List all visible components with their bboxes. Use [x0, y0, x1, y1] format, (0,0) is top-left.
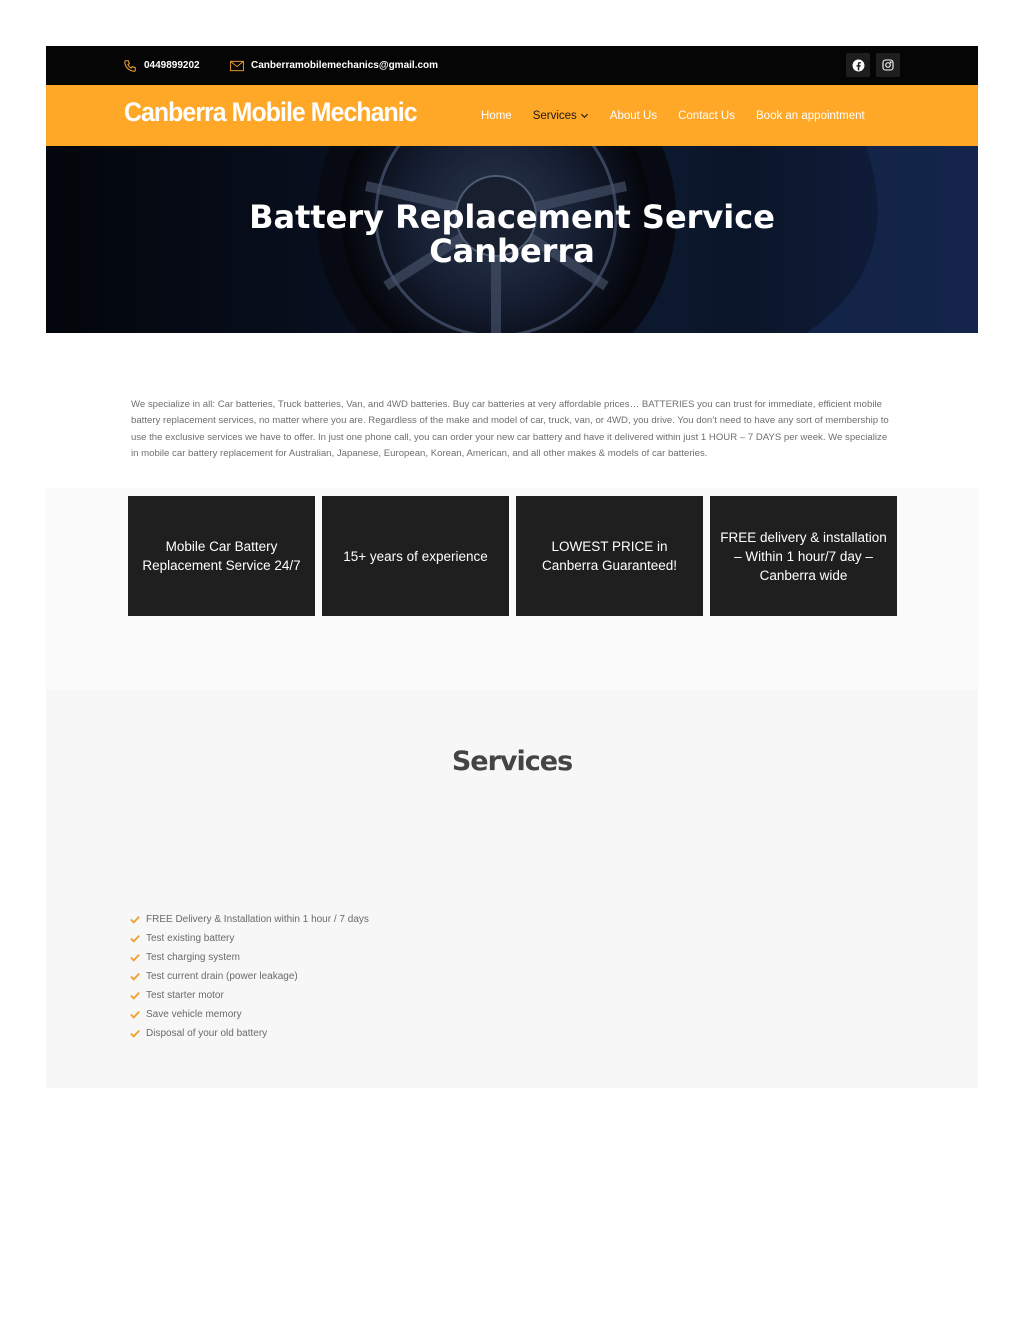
- list-item: [130, 986, 369, 1005]
- top-bar: [46, 46, 978, 85]
- check-icon: [130, 991, 140, 1000]
- facebook-icon[interactable]: [846, 53, 870, 77]
- check-icon: [130, 1010, 140, 1019]
- instagram-icon[interactable]: [876, 53, 900, 77]
- service-item-label: Test existing battery: [146, 933, 235, 944]
- check-icon: [130, 1029, 140, 1038]
- mail-icon: [230, 60, 244, 72]
- service-item-label: Test current drain (power leakage): [146, 971, 298, 982]
- page-title-line-2: Canberra: [429, 232, 595, 270]
- services-section: [46, 690, 978, 1088]
- service-item-label: Save vehicle memory: [146, 1009, 242, 1020]
- check-icon: [130, 953, 140, 962]
- hero-banner: [46, 146, 978, 333]
- feature-cards: [128, 496, 897, 616]
- phone-number[interactable]: 0449899202: [144, 60, 200, 71]
- list-item: [130, 910, 369, 929]
- main-navbar: [46, 85, 978, 146]
- phone-contact[interactable]: [123, 46, 200, 85]
- nav-book-appointment[interactable]: Book an appointment: [756, 109, 865, 122]
- email-address[interactable]: Canberramobilemechanics@gmail.com: [251, 60, 439, 71]
- feature-card-free-delivery: FREE delivery & installation – Within 1 hour/7 day – Canberra wide: [710, 496, 897, 616]
- phone-icon: [123, 59, 137, 73]
- service-item-label: FREE Delivery & Installation within 1 hour / 7 days: [146, 914, 369, 925]
- feature-card-lowest-price: LOWEST PRICE in Canberra Guaranteed!: [516, 496, 703, 616]
- check-icon: [130, 934, 140, 943]
- site-logo[interactable]: Canberra Mobile Mechanic: [124, 97, 417, 127]
- main-menu: [481, 85, 886, 146]
- page-title: [46, 200, 978, 268]
- service-item-label: Test charging system: [146, 952, 240, 963]
- services-list: [130, 910, 369, 1043]
- nav-about-us[interactable]: About Us: [609, 109, 658, 122]
- feature-card-experience: 15+ years of experience: [322, 496, 509, 616]
- list-item: [130, 967, 369, 986]
- services-heading: Services: [451, 746, 573, 777]
- chevron-down-icon: [580, 111, 589, 120]
- check-icon: [130, 972, 140, 981]
- page-title-line-1: Battery Replacement Service: [249, 198, 775, 236]
- nav-services-label: Services: [532, 109, 577, 122]
- list-item: [130, 1024, 369, 1043]
- nav-services[interactable]: [533, 110, 589, 122]
- list-item: [130, 948, 369, 967]
- intro-paragraph: We specialize in all: Car batteries, Truck batteries, Van, and 4WD batteries. Buy car batteries at very affordable prices… BATTERIES you can trust for immediate, efficient mobile battery replacement services, no matter where you are. Regardless of the make and model of car, truck, van, or 4WD, you drive. You don’t need to have any sort of membership to use the exclusive services we have to offer. In just one phone call, you can order your new car battery and have it delivered within just 1 HOUR – 7 DAYS per week. We specialize in mobile car battery replacement for Australian, Japanese, European, Korean, American, and all other makes & models of car batteries.: [131, 399, 889, 459]
- service-item-label: Test starter motor: [146, 990, 224, 1001]
- nav-home[interactable]: Home: [481, 109, 512, 122]
- service-item-label: Disposal of your old battery: [146, 1028, 268, 1039]
- email-contact[interactable]: [230, 46, 438, 85]
- check-icon: [130, 915, 140, 924]
- nav-contact-us[interactable]: Contact Us: [678, 109, 735, 122]
- social-links: [846, 53, 900, 77]
- list-item: [130, 929, 369, 948]
- list-item: [130, 1005, 369, 1024]
- feature-card-24-7: Mobile Car Battery Replacement Service 24/7: [128, 496, 315, 616]
